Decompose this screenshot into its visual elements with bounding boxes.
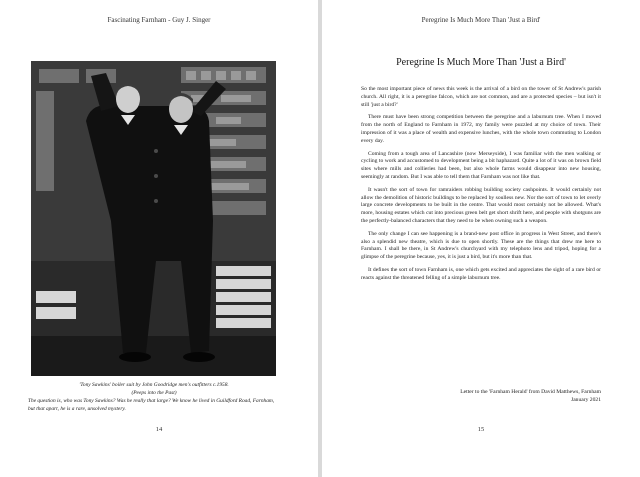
vintage-photo (31, 61, 276, 376)
article-paragraph: There must have been strong competition between the peregrine and a laburnum tree. When I moved from the north of England to Farnham in 1972, my family were puzzled at my choice of town. Their impression of it was a place of wealth and expensive lunches, with the whole town commuting to London every day. (361, 114, 601, 144)
caption-line-2: (Peeps into the Past) (131, 390, 177, 396)
two-men-suit-photo-icon (31, 61, 276, 376)
caption-note: The question is, who was Tony Sawkins? Was he really that large? We know he lived in Guildford Road, Farnham, but that apart, he is a rare, unsolved mystery. (28, 398, 275, 412)
article-title: Peregrine Is Much More Than 'Just a Bird' (396, 57, 566, 68)
right-page-number: 15 (477, 426, 485, 433)
article-paragraph: It wasn't the sort of town for ramraiders robbing building society cashpoints. It would certainly not allow the demolition of historic buildings to be replaced by soulless new. Nor the sort of town to let overly large concrete developments to be built in the centre. That would most certainly not be allowed. What's more, housing estates which cut into precious green belt get short shrift here, and people with shotguns are the perfectly-balanced characters that they need to be when owning such a weapon. (361, 186, 601, 224)
article-body (361, 86, 601, 288)
left-page (0, 0, 318, 477)
article-signature (361, 389, 601, 405)
caption-line-1: 'Tony Sawkins' boiler suit by John Goodridge men's outfitters c.1958. (79, 382, 229, 388)
signature-date: January 2021 (571, 396, 601, 403)
article-paragraph: So the most important piece of news this week is the arrival of a bird on the tower of St Andrew's parish church. All right, it is a peregrine falcon, which are not common, and are a protected species – but isn't it still 'just a bird?' (361, 86, 601, 108)
article-paragraph: It defines the sort of town Farnham is, one which gets excited and appreciates the sight of a rare bird or reacts against the threatened felling of a simple laburnum tree. (361, 266, 601, 281)
article-paragraph: Coming from a tough area of Lancashire (now Merseyside), I was familiar with the men walking or cycling to work and accustomed to development being a bit haphazard. Quite a lot of it was on brown field sites where mills and collieries had been, but also whole farms would disappear into new housing, seemingly at random. But I was able to tell them that Farnham was not like that. (361, 150, 601, 180)
signature-line: Letter to the 'Farnham Herald' from David Matthews, Farnham (460, 389, 601, 395)
left-page-number: 14 (155, 426, 163, 433)
right-running-header: Peregrine Is Much More Than 'Just a Bird' (421, 16, 541, 24)
left-running-header: Fascinating Farnham - Guy J. Singer (107, 16, 211, 24)
right-page (322, 0, 640, 477)
article-paragraph: The only change I can see happening is a brand-new post office in progress in West Street, and there's also a splendid new theatre, which is due to open shortly. These are the things that drew me here to Farnham. I shall be there, in St Andrew's churchyard with my telephoto lens and tripod, hoping for a glimpse of the peregrine because, yes, it is just a bird, but it's more than that. (361, 230, 601, 261)
photo-caption (28, 381, 280, 413)
